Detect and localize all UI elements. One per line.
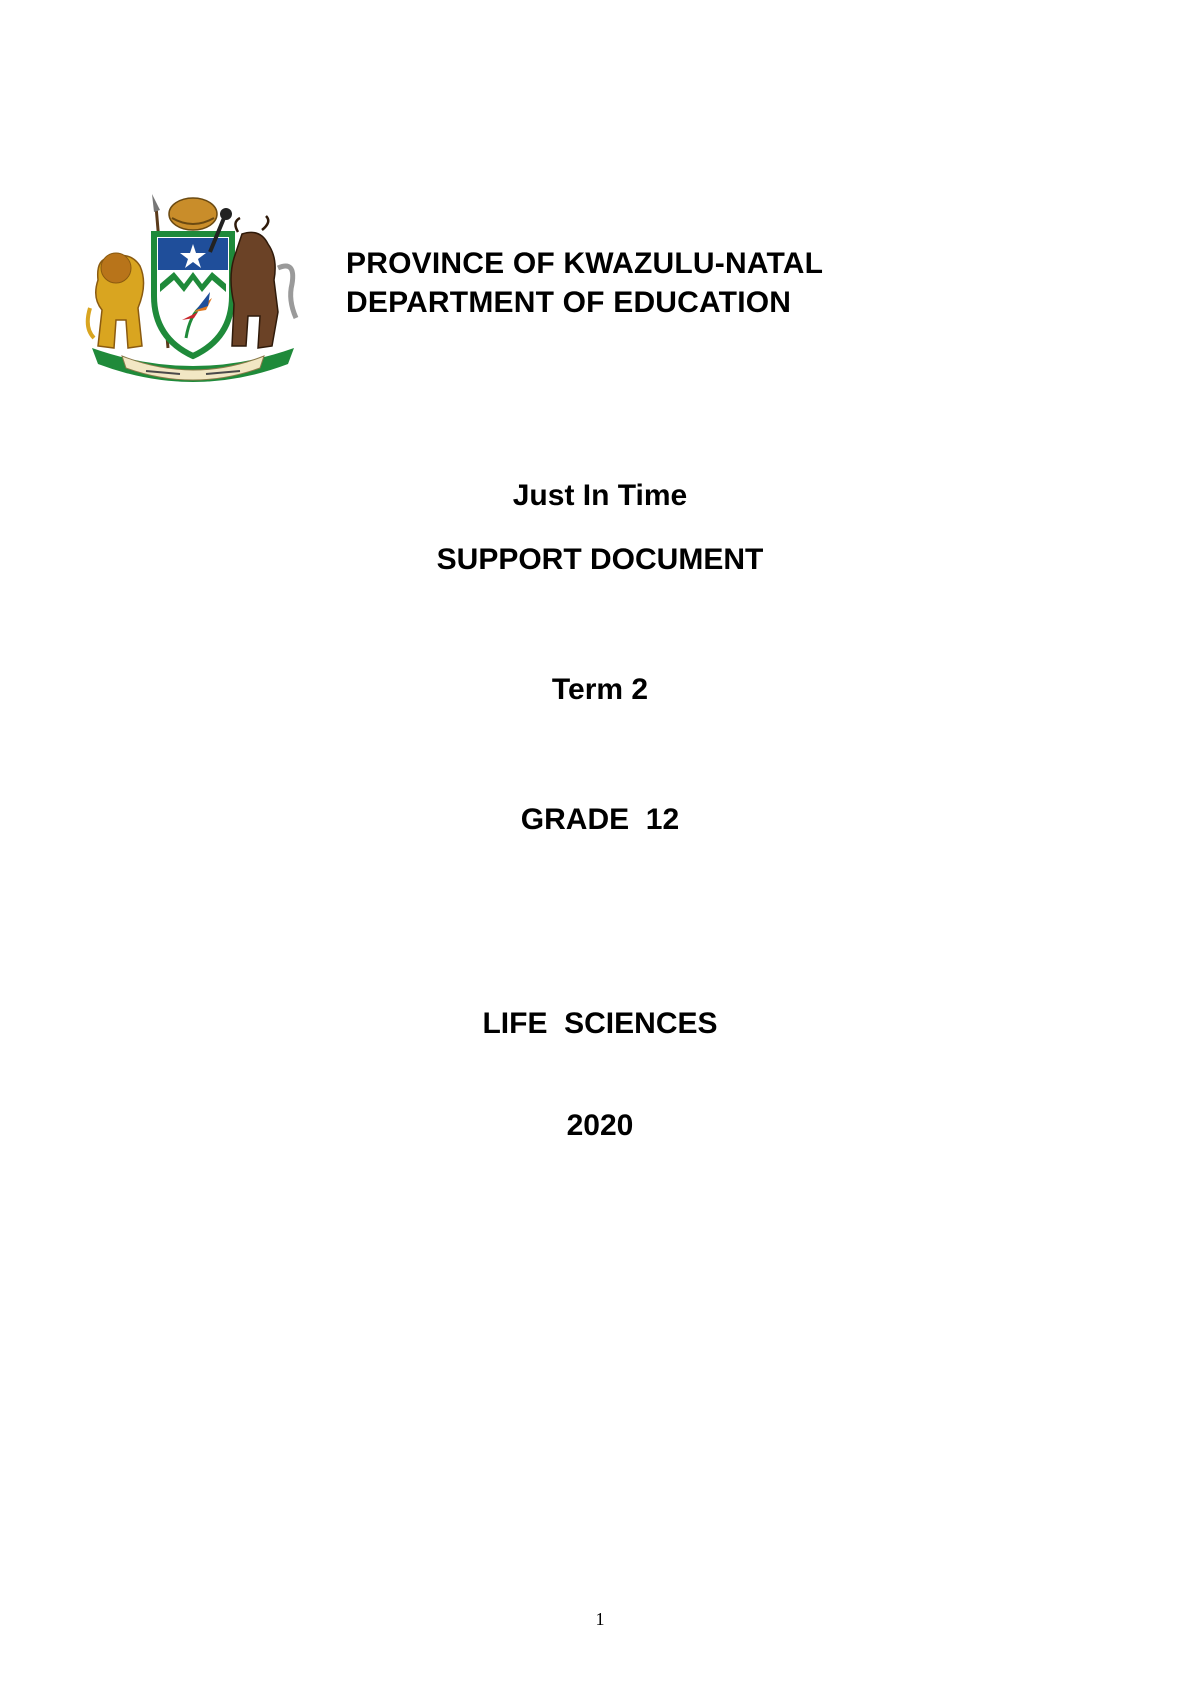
department-title: DEPARTMENT OF EDUCATION xyxy=(346,286,792,319)
subject-label: LIFE SCIENCES xyxy=(482,1007,718,1040)
page-number: 1 xyxy=(595,1609,605,1629)
document-subtitle: SUPPORT DOCUMENT xyxy=(436,543,764,576)
grade-label: GRADE 12 xyxy=(520,803,680,836)
province-title: PROVINCE OF KWAZULU-NATAL xyxy=(346,247,824,280)
term-label: Term 2 xyxy=(551,673,649,706)
document-title: Just In Time xyxy=(512,479,688,512)
year-label: 2020 xyxy=(566,1109,634,1142)
department-heading xyxy=(346,244,823,322)
coat-of-arms-icon xyxy=(82,188,304,398)
